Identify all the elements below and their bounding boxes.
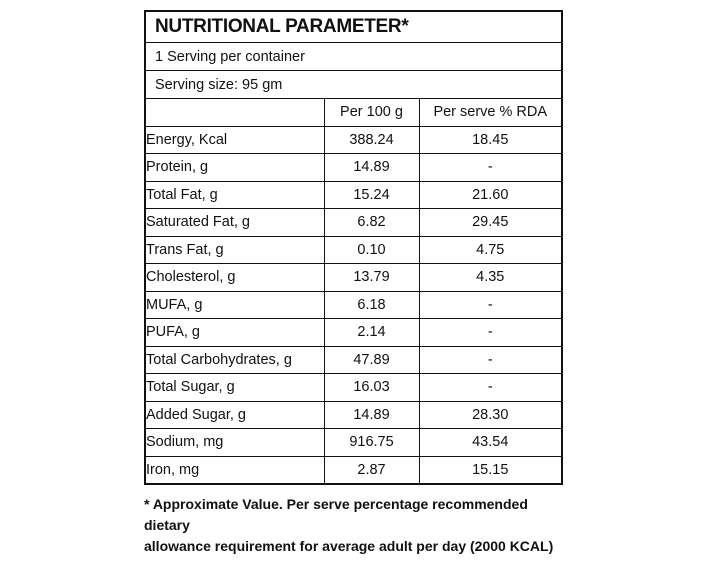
nutrient-name: Total Carbohydrates, g	[146, 346, 324, 374]
header-per-100g: Per 100 g	[324, 99, 419, 127]
per-100g-value: 13.79	[324, 264, 419, 292]
table-row	[146, 181, 561, 209]
nutrient-name: PUFA, g	[146, 319, 324, 347]
rda-value: 4.35	[419, 264, 561, 292]
rda-value: -	[419, 154, 561, 182]
rda-value: 18.45	[419, 126, 561, 154]
nutrient-rows	[146, 126, 561, 483]
per-100g-value: 2.87	[324, 456, 419, 483]
table-row	[146, 319, 561, 347]
nutrient-name: Trans Fat, g	[146, 236, 324, 264]
header-nutrient	[146, 99, 324, 127]
nutrient-name: Total Fat, g	[146, 181, 324, 209]
serving-size: Serving size: 95 gm	[146, 70, 561, 98]
rda-value: 43.54	[419, 429, 561, 457]
table-header-row	[146, 99, 561, 127]
nutrient-name: Protein, g	[146, 154, 324, 182]
per-100g-value: 0.10	[324, 236, 419, 264]
rda-value: -	[419, 291, 561, 319]
servings-per-container: 1 Serving per container	[146, 42, 561, 70]
per-100g-value: 916.75	[324, 429, 419, 457]
nutrition-panel	[144, 10, 563, 485]
nutrient-name: MUFA, g	[146, 291, 324, 319]
nutrient-name: Added Sugar, g	[146, 401, 324, 429]
nutrient-name: Sodium, mg	[146, 429, 324, 457]
rda-value: -	[419, 374, 561, 402]
table-row	[146, 429, 561, 457]
per-100g-value: 6.18	[324, 291, 419, 319]
table-row	[146, 291, 561, 319]
footnote	[144, 494, 574, 557]
rda-value: 21.60	[419, 181, 561, 209]
nutrient-name: Saturated Fat, g	[146, 209, 324, 237]
table-row	[146, 264, 561, 292]
per-100g-value: 47.89	[324, 346, 419, 374]
table-row	[146, 209, 561, 237]
nutrient-name: Cholesterol, g	[146, 264, 324, 292]
nutrient-name: Iron, mg	[146, 456, 324, 483]
table-row	[146, 456, 561, 483]
nutrient-name: Energy, Kcal	[146, 126, 324, 154]
rda-value: 15.15	[472, 461, 509, 478]
panel-title: NUTRITIONAL PARAMETER*	[155, 16, 409, 37]
rda-value: 28.30	[419, 401, 561, 429]
per-100g-value: 14.89	[324, 401, 419, 429]
footnote-line-2: allowance requirement for average adult per day (2000 KCAL)	[144, 538, 554, 554]
nutrient-name: Total Sugar, g	[146, 374, 324, 402]
per-100g-value: 16.03	[324, 374, 419, 402]
per-100g-value: 388.24	[324, 126, 419, 154]
footnote-line-1: * Approximate Value. Per serve percentage recommended dietary	[144, 496, 528, 533]
per-100g-value: 15.24	[324, 181, 419, 209]
rda-value: -	[419, 346, 561, 374]
per-100g-value: 2.14	[324, 319, 419, 347]
table-row	[146, 126, 561, 154]
rda-value: 29.45	[419, 209, 561, 237]
nutrition-table	[146, 98, 561, 483]
rda-value: -	[419, 319, 561, 347]
per-100g-value: 14.89	[324, 154, 419, 182]
per-100g-value: 6.82	[324, 209, 419, 237]
table-row	[146, 236, 561, 264]
table-row	[146, 401, 561, 429]
header-per-serve-rda: Per serve % RDA	[419, 99, 561, 127]
table-row	[146, 374, 561, 402]
table-row	[146, 346, 561, 374]
rda-value: 4.75	[419, 236, 561, 264]
table-row	[146, 154, 561, 182]
